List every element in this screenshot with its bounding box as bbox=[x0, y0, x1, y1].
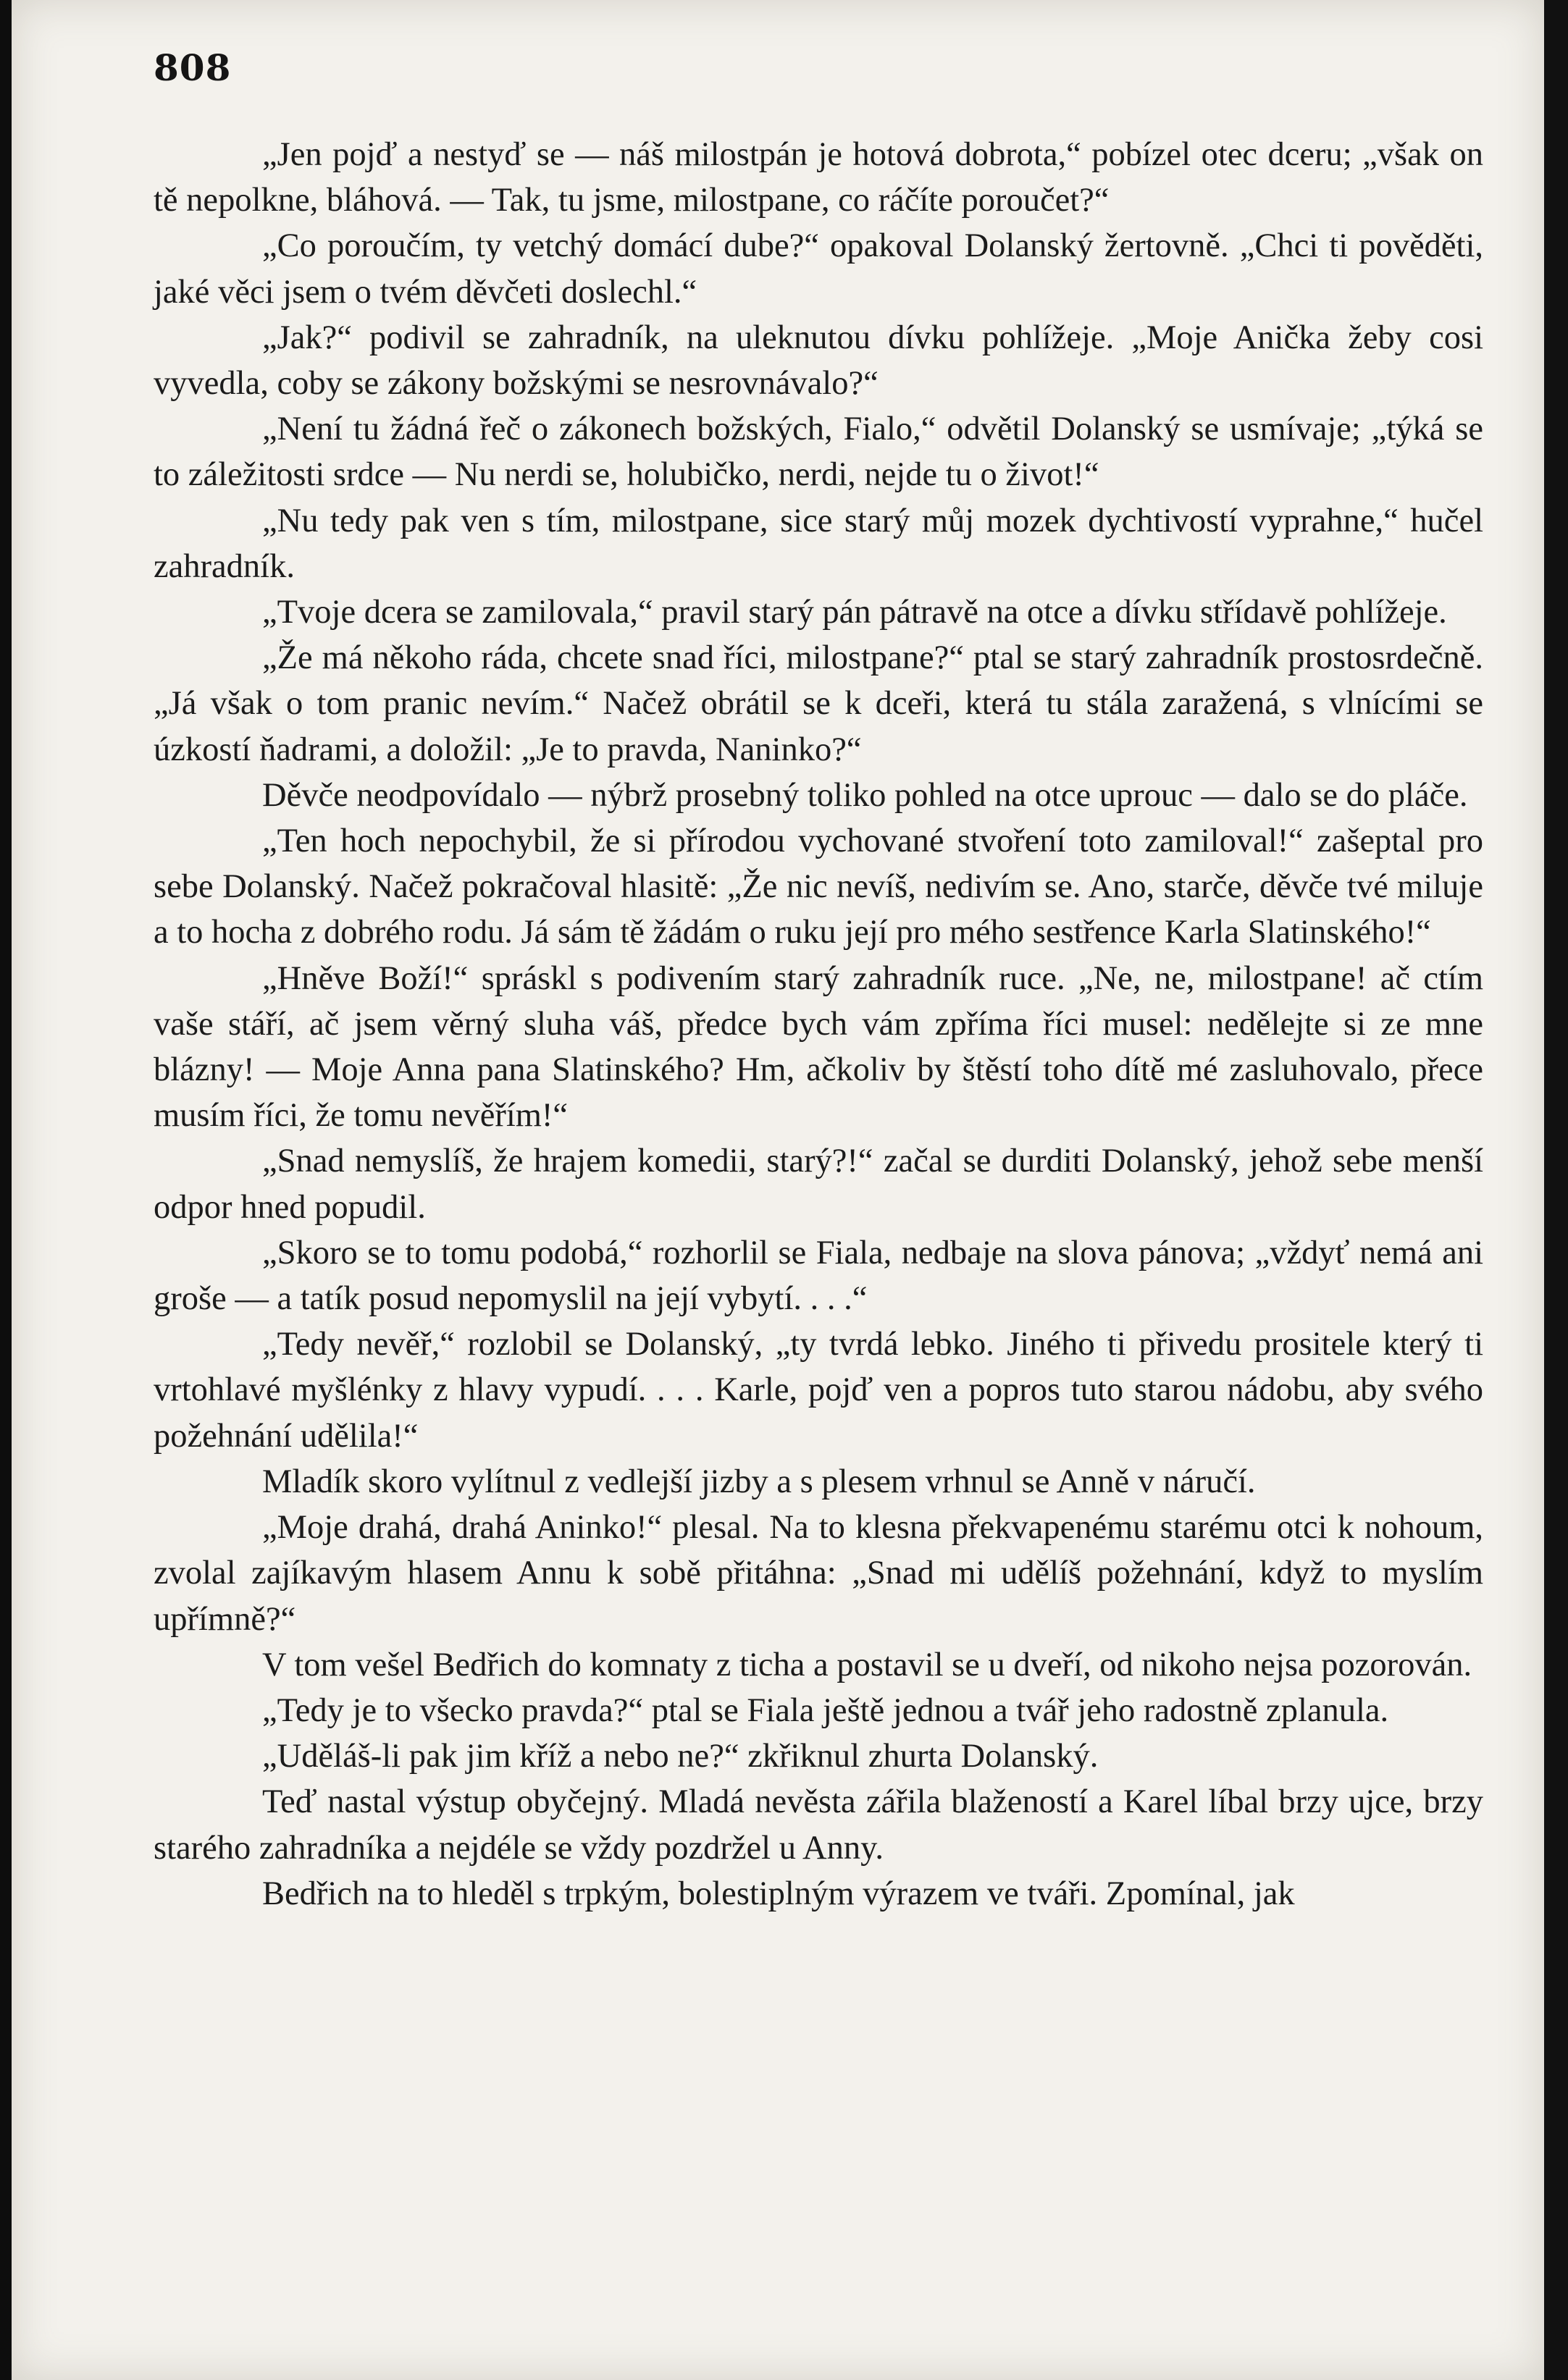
paragraph: Mladík skoro vylítnul z vedlejší jizby a s plesem vrhnul se Anně v náručí. bbox=[262, 1463, 1256, 1500]
scan-edge-left bbox=[0, 0, 12, 2380]
paragraph: Teď nastal výstup obyčejný. Mladá nevěsta zářila blažeností a Karel líbal brzy ujce, brzy starého zahradníka a nejdéle se vždy pozdržel u Anny. bbox=[154, 1783, 1483, 1867]
paragraph: „Nu tedy pak ven s tím, milostpane, sice starý můj mozek dychtivostí vyprahne,“ hučel zahradník. bbox=[154, 502, 1483, 585]
paragraph: Bedřich na to hleděl s trpkým, bolestiplným výrazem ve tváři. Zpomínal, jak bbox=[262, 1875, 1295, 1912]
paragraph: „Jen pojď a nestyď se — náš milostpán je hotová dobrota,“ pobízel otec dceru; „však on tě nepolkne, bláhová. — Tak, tu jsme, milostpane, co ráčíte poroučet?“ bbox=[154, 136, 1483, 219]
paragraph: „Není tu žádná řeč o zákonech božských, Fialo,“ odvětil Dolanský se usmívaje; „týká se to záležitosti srdce — Nu nerdi se, holubičko, nerdi, nejde tu o život!“ bbox=[154, 411, 1483, 494]
paragraph: „Tedy nevěř,“ rozlobil se Dolanský, „ty tvrdá lebko. Jiného ti přivedu prositele který ti vrtohlavé myšlénky z hlavy vypudí. . . . Karle, pojď ven a popros tuto starou nádobu, aby svého požehnání udělila!“ bbox=[154, 1326, 1483, 1455]
scan-edge-right bbox=[1544, 0, 1568, 2380]
paragraph: „Hněve Boží!“ spráskl s podivením starý zahradník ruce. „Ne, ne, milostpane! ač ctím vaše stáří, ač jsem věrný sluha váš, předce bych vám zpříma říci musel: nedělejte si ze mne blázny! — Moje Anna pana Slatinského? Hm, ačkoliv by štěstí toho dítě mé zasluhovalo, přece musím říci, že tomu nevěřím!“ bbox=[154, 959, 1483, 1135]
page-number: 808 bbox=[154, 46, 232, 89]
paragraph: Děvče neodpovídalo — nýbrž prosebný toliko pohled na otce uprouc — dalo se do pláče. bbox=[262, 776, 1468, 814]
paragraph: „Tedy je to všecko pravda?“ ptal se Fiala ještě jednou a tvář jeho radostně zplanula. bbox=[262, 1691, 1389, 1729]
paragraph: „Snad nemyslíš, že hrajem komedii, starý?!“ začal se durditi Dolanský, jehož sebe menší odpor hned popudil. bbox=[154, 1143, 1483, 1226]
page-body-text bbox=[154, 132, 1483, 1917]
paragraph: „Tvoje dcera se zamilovala,“ pravil starý pán pátravě na otce a dívku střídavě pohlížeje. bbox=[262, 594, 1447, 631]
paragraph: „Že má někoho ráda, chcete snad říci, milostpane?“ ptal se starý zahradník prostosrdečně. „Já však o tom pranic nevím.“ Načež obrátil se k dceři, která tu stála zaražená, s vlnícími se úzkostí ňadrami, a doložil: „Je to pravda, Naninko?“ bbox=[154, 639, 1483, 768]
paragraph: V tom vešel Bedřich do komnaty z ticha a postavil se u dveří, od nikoho nejsa pozorován. bbox=[262, 1646, 1472, 1683]
paragraph: „Skoro se to tomu podobá,“ rozhorlil se Fiala, nedbaje na slova pánova; „vždyť nemá ani groše — a tatík posud nepomyslil na její vybytí. . . .“ bbox=[154, 1234, 1483, 1318]
paragraph: „Ten hoch nepochybil, že si přírodou vychované stvoření toto zamiloval!“ zašeptal pro sebe Dolanský. Načež pokračoval hlasitě: „Že nic nevíš, nedivím se. Ano, starče, děvče tvé miluje a to hocha z dobrého rodu. Já sám tě žádám o ruku její pro mého sestřence Karla Slatinského!“ bbox=[154, 823, 1483, 951]
paragraph: „Jak?“ podivil se zahradník, na uleknutou dívku pohlížeje. „Moje Anička žeby cosi vyvedla, coby se zákony božskými se nesrovnávalo?“ bbox=[154, 319, 1483, 403]
paragraph: „Moje drahá, drahá Aninko!“ plesal. Na to klesna překvapenému starému otci k nohoum, zvolal zajíkavým hlasem Annu k sobě přitáhna: „Snad mi udělíš požehnání, když to myslím upřímně?“ bbox=[154, 1509, 1483, 1638]
paragraph: „Co poroučím, ty vetchý domácí dube?“ opakoval Dolanský žertovně. „Chci ti pověděti, jaké věci jsem o tvém děvčeti doslechl.“ bbox=[154, 227, 1483, 311]
paragraph: „Uděláš-li pak jim kříž a nebo ne?“ zkřiknul zhurta Dolanský. bbox=[262, 1738, 1099, 1775]
